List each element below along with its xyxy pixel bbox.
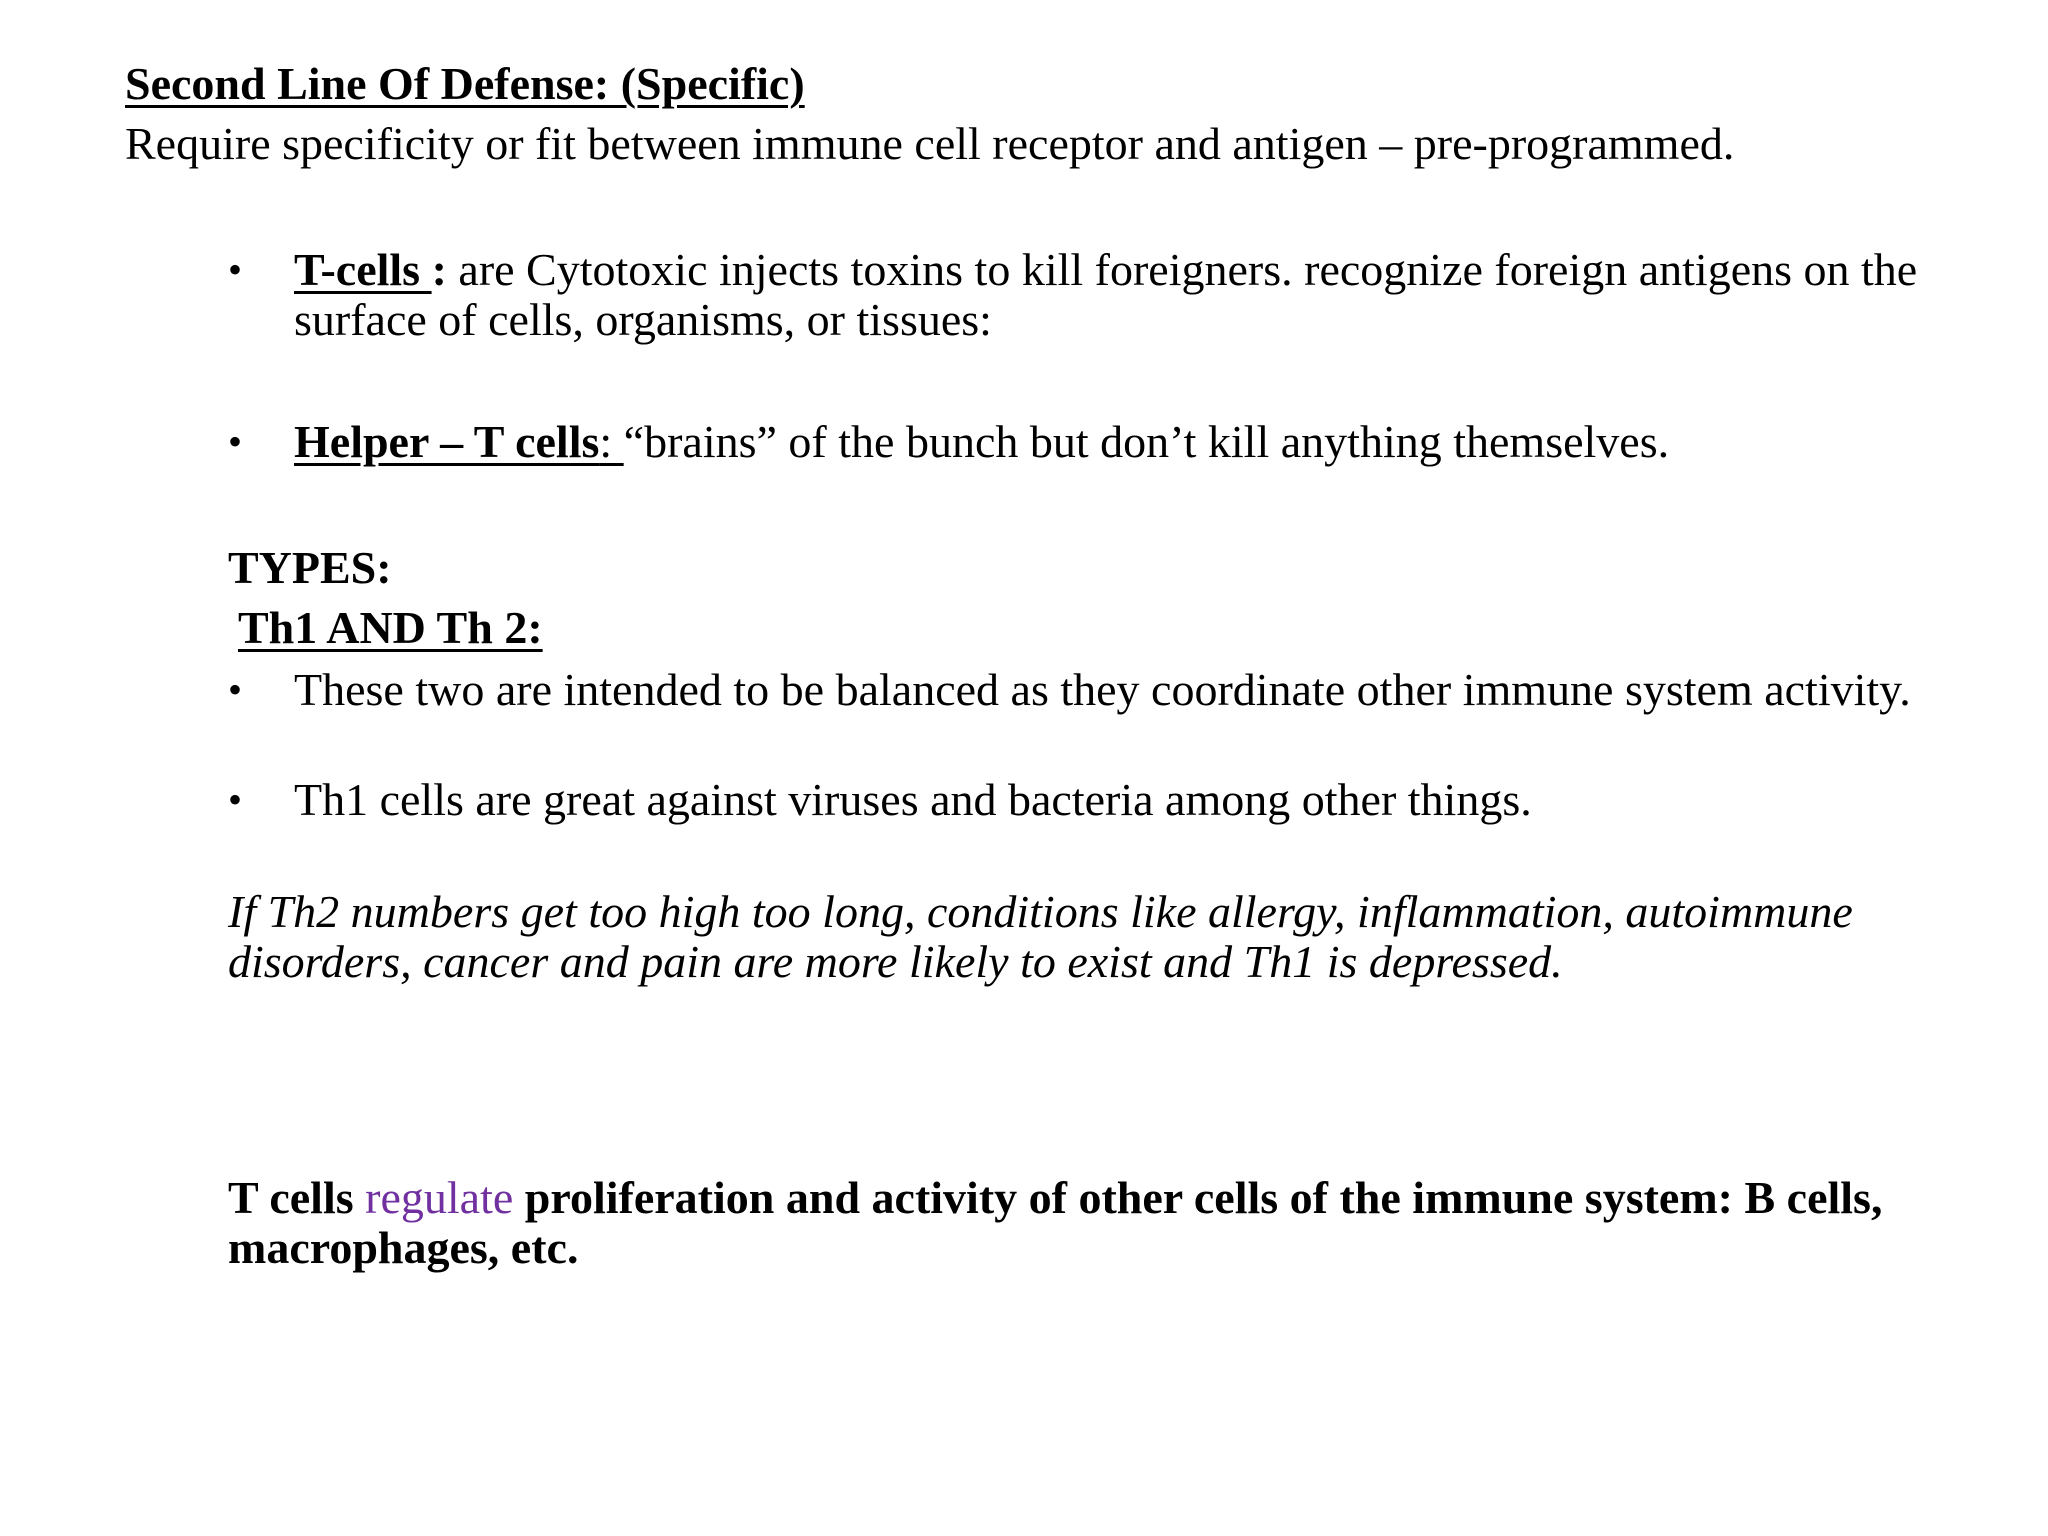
conclusion-prefix: T cells: [228, 1172, 366, 1223]
bullet-helper-t-cells: [228, 417, 1988, 467]
term-suffix: :: [599, 416, 624, 467]
term-t-cells: T-cells: [294, 244, 432, 295]
accent-word: regulate: [365, 1172, 514, 1223]
slide-heading: Second Line Of Defense: (Specific): [125, 58, 805, 109]
bullet-text: Th1 cells are great against viruses and bacteria among other things.: [294, 774, 1532, 825]
italic-note: If Th2 numbers get too high too long, conditions like allergy, inflammation, autoimmune disorders, cancer and pain are more likely to exist and Th1 is depressed.: [228, 886, 1853, 987]
slide-subheading: Require specificity or fit between immune cell receptor and antigen – pre-programmed.: [125, 118, 1735, 169]
bullet-balance: [228, 665, 1988, 715]
bullet-text: These two are intended to be balanced as they coordinate other immune system activity.: [294, 664, 1911, 715]
bullet-item: [228, 245, 1988, 345]
bullet-dot-icon: •: [228, 777, 243, 822]
bullet-dot-icon: •: [228, 667, 243, 712]
th-heading: Th1 AND Th 2:: [238, 602, 543, 653]
bullet-dot-icon: •: [228, 419, 243, 464]
bullet-item: [228, 417, 1988, 467]
term-suffix: :: [431, 244, 447, 295]
types-label: TYPES:: [228, 542, 392, 593]
conclusion-suffix: proliferation and activity of other cells of the immune system: B cells, macrophages, etc.: [228, 1172, 1883, 1273]
bullet-text: “brains” of the bunch but don’t kill anything themselves.: [623, 416, 1670, 467]
bullet-text: are Cytotoxic injects toxins to kill foreigners. recognize foreign antigens on the surface of cells, organisms, or tissues:: [294, 244, 1918, 345]
bullet-t-cells: [228, 245, 1988, 345]
bullet-item: [228, 665, 1988, 715]
bullet-th1: [228, 775, 1988, 825]
bullet-dot-icon: •: [228, 247, 243, 292]
term-helper-t-cells: Helper – T cells: [294, 416, 600, 467]
bullet-item: [228, 775, 1988, 825]
conclusion: [228, 1173, 2008, 1273]
